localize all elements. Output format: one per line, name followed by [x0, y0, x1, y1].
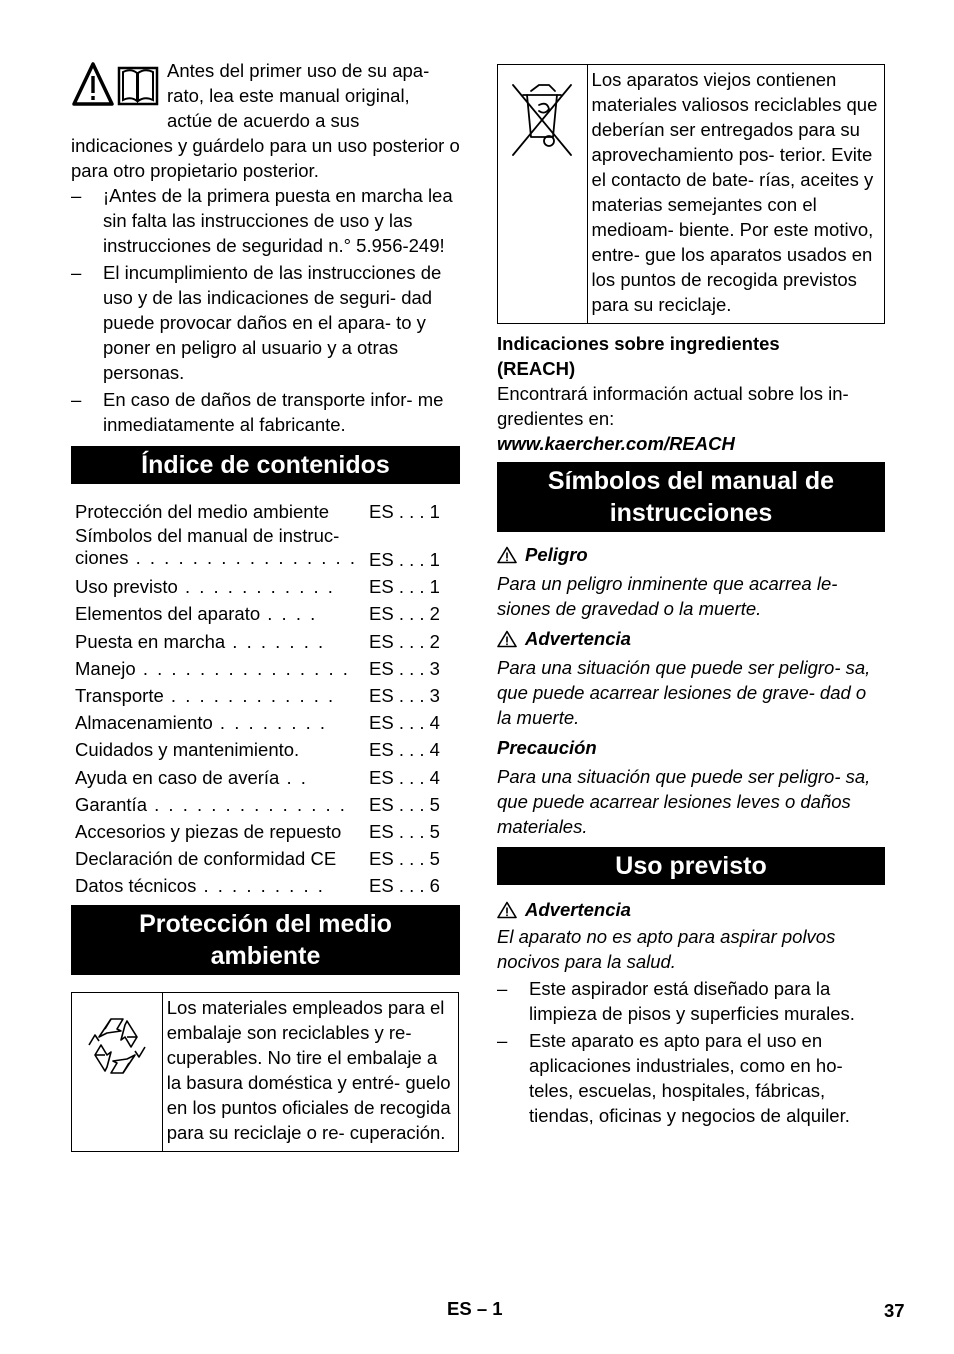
toc-entry-page: ES . . . 2 — [369, 603, 440, 625]
toc-entry-title: Accesorios y piezas de repuesto — [75, 820, 342, 842]
toc-entry-dots: . . . . . . . . — [212, 712, 328, 734]
use-warning-text: El aparato no es apto para aspirar polvos nocivos para la salud. — [497, 926, 836, 972]
toc-entry-page: ES . . . 1 — [369, 549, 440, 571]
left-column — [71, 58, 460, 1152]
toc-entry-page: ES . . . 1 — [369, 576, 440, 598]
warning-triangle-icon — [497, 630, 517, 648]
env-box-text: Los materiales empleados para el embalaje son reciclables y re- cuperables. No tire el embalaje a la basura doméstica y entré- guelo en los puntos oficiales de recogida para su reciclaje o re- cuperación. — [166, 997, 451, 1144]
toc-entry-page: ES . . . 6 — [369, 875, 440, 897]
toc-entry-page: ES . . . 3 — [369, 684, 440, 706]
toc-entry-dots: . . . . . . . . . — [196, 875, 325, 897]
toc-entry-page: ES . . . 1 — [369, 501, 440, 522]
toc-entry-dots: . . . . . . . . . . . — [177, 576, 335, 598]
list-item: – El incumplimiento de las instrucciones de uso y de las indicaciones de seguri- dad puede provocar daños en el apara- to y poner en peligro al usuario y a otras personas. — [71, 260, 460, 385]
warning-triangle-icon — [497, 901, 517, 919]
toc-entry-dots: . . . . — [260, 603, 318, 625]
list-item: – En caso de daños de transporte infor- me inmediatamente al fabricante. — [71, 387, 460, 437]
toc-heading: Índice de contenidos — [71, 446, 460, 484]
list-item: – Este aparato es apto para el uso en aplicaciones industriales, como en ho- teles, escuelas, hospitales, fábricas, tiendas, oficinas y negocios de alquiler. — [497, 1028, 885, 1128]
toc-entry-title: Almacenamiento — [75, 712, 213, 734]
toc-entry-title: Protección del medio ambiente — [75, 501, 330, 522]
weee-box-text: Los aparatos viejos contienen materiales valiosos reciclables que deberían ser entregados para su aprovechamiento pos- terior. Evite el contacto de bate- rías, aceites y materias semejantes con el medioam- biente. Por este motivo, entre- gue los aparatos usados en los puntos de recogida previstos para su reciclaje. — [591, 69, 878, 315]
list-item: – Este aspirador está diseñado para la limpieza de pisos y superficies murales. — [497, 976, 885, 1026]
reach-heading: Indicaciones sobre ingredientes (REACH) — [497, 333, 780, 379]
use-warning-label: Advertencia — [525, 899, 631, 920]
use-warning-label-line — [497, 897, 885, 922]
toc-entry-title: Garantía — [75, 793, 147, 815]
toc-entry-dots: . . . . . . . . . . . . — [163, 684, 336, 706]
toc-entry-page: ES . . . 4 — [369, 739, 440, 761]
toc-list — [71, 498, 460, 899]
toc-entry-dots: . . — [279, 766, 308, 788]
danger-text: Para un peligro inminente que acarrea le- siones de gravedad o la muerte. — [497, 573, 838, 619]
toc-entry-page: ES . . . 4 — [369, 766, 440, 788]
footer-lang-page: ES – 1 — [447, 1298, 503, 1319]
toc-entry-title: Manejo — [75, 657, 136, 679]
toc-entry-page: ES . . . 5 — [369, 820, 440, 842]
toc-entry[interactable] — [75, 525, 460, 573]
intro-section — [71, 58, 460, 437]
caution-label: Precaución — [497, 737, 597, 758]
toc-entry[interactable] — [75, 600, 460, 627]
intro-paragraph: Antes del primer uso de su apa- rato, lea este manual original, actúe de acuerdo a sus indicaciones y guárdelo para un uso posterior o para otro propietario posterior. — [71, 60, 460, 181]
toc-entry-page: ES . . . 2 — [369, 630, 440, 652]
toc-entry-title: Símbolos del manual de instruc- ciones — [75, 525, 340, 569]
toc-entry[interactable] — [75, 764, 460, 791]
toc-entry-page: ES . . . 4 — [369, 712, 440, 734]
toc-entry[interactable] — [75, 872, 460, 899]
env-icon-cell — [72, 993, 163, 1151]
toc-entry-title: Transporte — [75, 684, 164, 706]
intro-list — [71, 183, 460, 437]
reach-url[interactable]: www.kaercher.com/REACH — [497, 433, 735, 454]
toc-entry-dots: . . . . . . . — [225, 630, 326, 652]
toc-entry[interactable] — [75, 709, 460, 736]
warning-triangle-icon — [497, 546, 517, 564]
toc-entry-page: ES . . . 5 — [369, 793, 440, 815]
symbols-heading: Símbolos del manual de instrucciones — [497, 462, 885, 532]
toc-entry-page: ES . . . 3 — [369, 657, 440, 679]
toc-entry-title: Cuidados y mantenimiento — [75, 739, 295, 761]
warning-label-line — [497, 626, 885, 651]
caution-text: Para una situación que puede ser peligro- sa, que puede acarrear lesiones leves o daños materiales. — [497, 766, 871, 837]
toc-entry-title: Declaración de conformidad CE — [75, 848, 337, 870]
toc-entry[interactable] — [75, 628, 460, 655]
toc-entry-title: Datos técnicos — [75, 875, 197, 897]
list-item: – ¡Antes de la primera puesta en marcha lea sin falta las instrucciones de uso y las instrucciones de seguridad n.° 5.956-249! — [71, 183, 460, 258]
toc-entry-dots: . — [294, 739, 302, 761]
env-box — [71, 992, 459, 1152]
danger-label-line — [497, 542, 885, 567]
toc-entry[interactable] — [75, 818, 460, 845]
toc-entry-dots: . . . . . . . . . . . . . . . . — [128, 547, 357, 569]
toc-entry-page: ES . . . 5 — [369, 848, 440, 870]
toc-entry[interactable] — [75, 655, 460, 682]
toc-entry-title: Uso previsto — [75, 576, 178, 598]
toc-entry-dots: . . . . . . . . . . . . . . . — [135, 657, 350, 679]
warning-label: Advertencia — [525, 628, 631, 649]
danger-label: Peligro — [525, 544, 588, 565]
footer-page-number: 37 — [884, 1300, 905, 1321]
recycle-icon — [77, 1007, 157, 1087]
toc-entry[interactable] — [75, 682, 460, 709]
use-heading: Uso previsto — [497, 847, 885, 885]
crossed-bin-icon — [509, 79, 575, 159]
toc-entry-dots: . . . . . . . . . . . . . . — [147, 793, 347, 815]
use-list — [497, 976, 885, 1128]
env-heading: Protección del medio ambiente — [71, 905, 460, 975]
toc-entry-title: Elementos del aparato — [75, 603, 261, 625]
toc-entry[interactable] — [75, 736, 460, 763]
weee-icon-cell — [498, 65, 588, 323]
reach-text: Encontrará información actual sobre los in- gredientes en: — [497, 383, 849, 429]
right-column — [497, 64, 885, 1128]
toc-entry[interactable] — [75, 573, 460, 600]
toc-entry-title: Puesta en marcha — [75, 630, 226, 652]
toc-entry[interactable] — [75, 845, 460, 872]
toc-entry[interactable] — [75, 498, 460, 525]
weee-box — [497, 64, 885, 324]
toc-entry-title: Ayuda en caso de avería — [75, 766, 280, 788]
warning-text: Para una situación que puede ser peligro- sa, que puede acarrear lesiones de grave- dad o la muerte. — [497, 657, 871, 728]
toc-entry[interactable] — [75, 791, 460, 818]
warning-manual-icon — [71, 60, 163, 110]
